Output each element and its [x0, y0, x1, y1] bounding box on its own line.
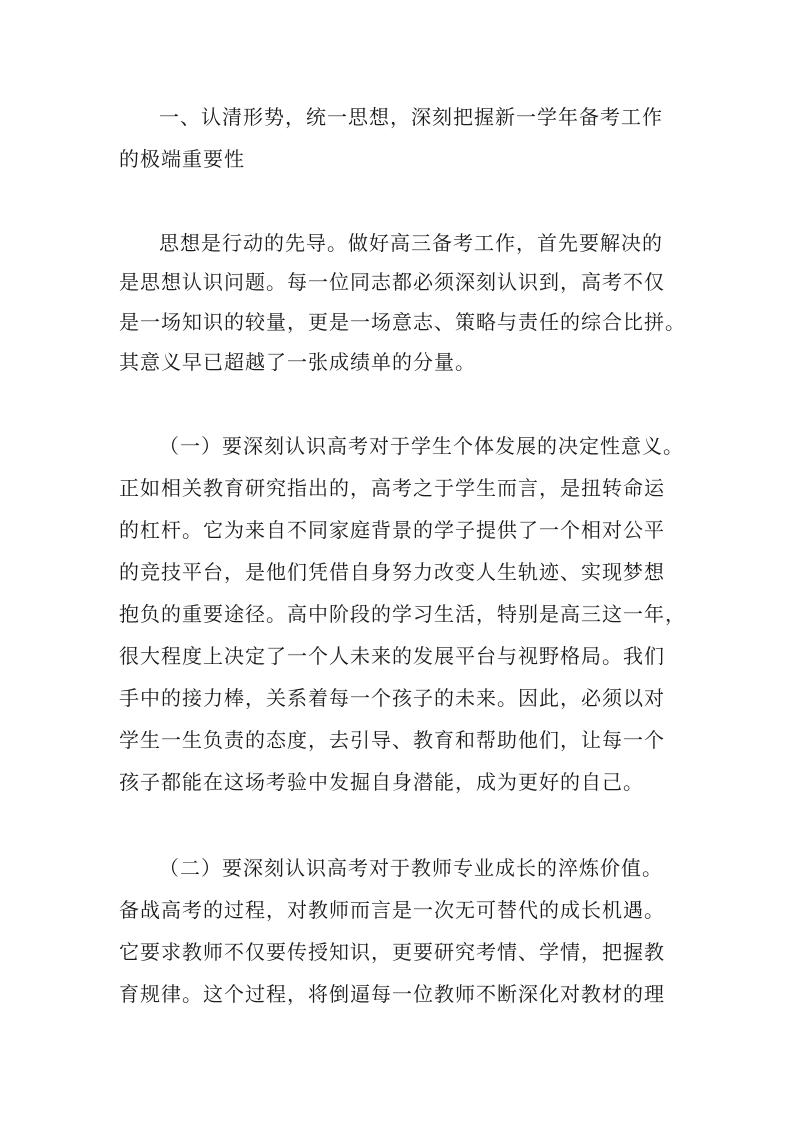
paragraph-line: 是一场知识的较量，更是一场意志、策略与责任的综合比拼。 [119, 310, 686, 334]
heading-line: 的极端重要性 [119, 147, 245, 171]
paragraph-line: 它要求教师不仅要传授知识，更要研究考情、学情，把握教 [119, 940, 665, 964]
paragraph-line: 是思想认识问题。每一位同志都必须深刻认识到，高考不仅 [119, 270, 665, 294]
paragraph-line: 思想是行动的先导。做好高三备考工作，首先要解决的 [159, 231, 663, 255]
paragraph-line: 的竞技平台，是他们凭借自身努力改变人生轨迹、实现梦想 [119, 560, 665, 584]
paragraph-line: 的杠杆。它为来自不同家庭背景的学子提供了一个相对公平 [119, 518, 665, 542]
paragraph-line: 抱负的重要途径。高中阶段的学习生活，特别是高三这一年， [119, 602, 686, 626]
paragraph-line: （二）要深刻认识高考对于教师专业成长的淬炼价值。 [159, 856, 663, 880]
heading-line: 一、认清形势，统一思想，深刻把握新一学年备考工作 [159, 105, 663, 129]
paragraph-line: 手中的接力棒，关系着每一个孩子的未来。因此，必须以对 [119, 686, 665, 710]
paragraph-line: 很大程度上决定了一个人未来的发展平台与视野格局。我们 [119, 644, 665, 668]
paragraph-line: 其意义早已超越了一张成绩单的分量。 [119, 350, 476, 374]
paragraph-line: 正如相关教育研究指出的，高考之于学生而言，是扭转命运 [119, 476, 665, 500]
paragraph-line: 孩子都能在这场考验中发掘自身潜能，成为更好的自己。 [119, 770, 644, 794]
paragraph-line: 备战高考的过程，对教师而言是一次无可替代的成长机遇。 [119, 898, 665, 922]
paragraph-line: 育规律。这个过程，将倒逼每一位教师不断深化对教材的理 [119, 982, 665, 1006]
paragraph-line: 学生一生负责的态度，去引导、教育和帮助他们，让每一个 [119, 728, 665, 752]
paragraph-line: （一）要深刻认识高考对于学生个体发展的决定性意义。 [159, 434, 684, 458]
